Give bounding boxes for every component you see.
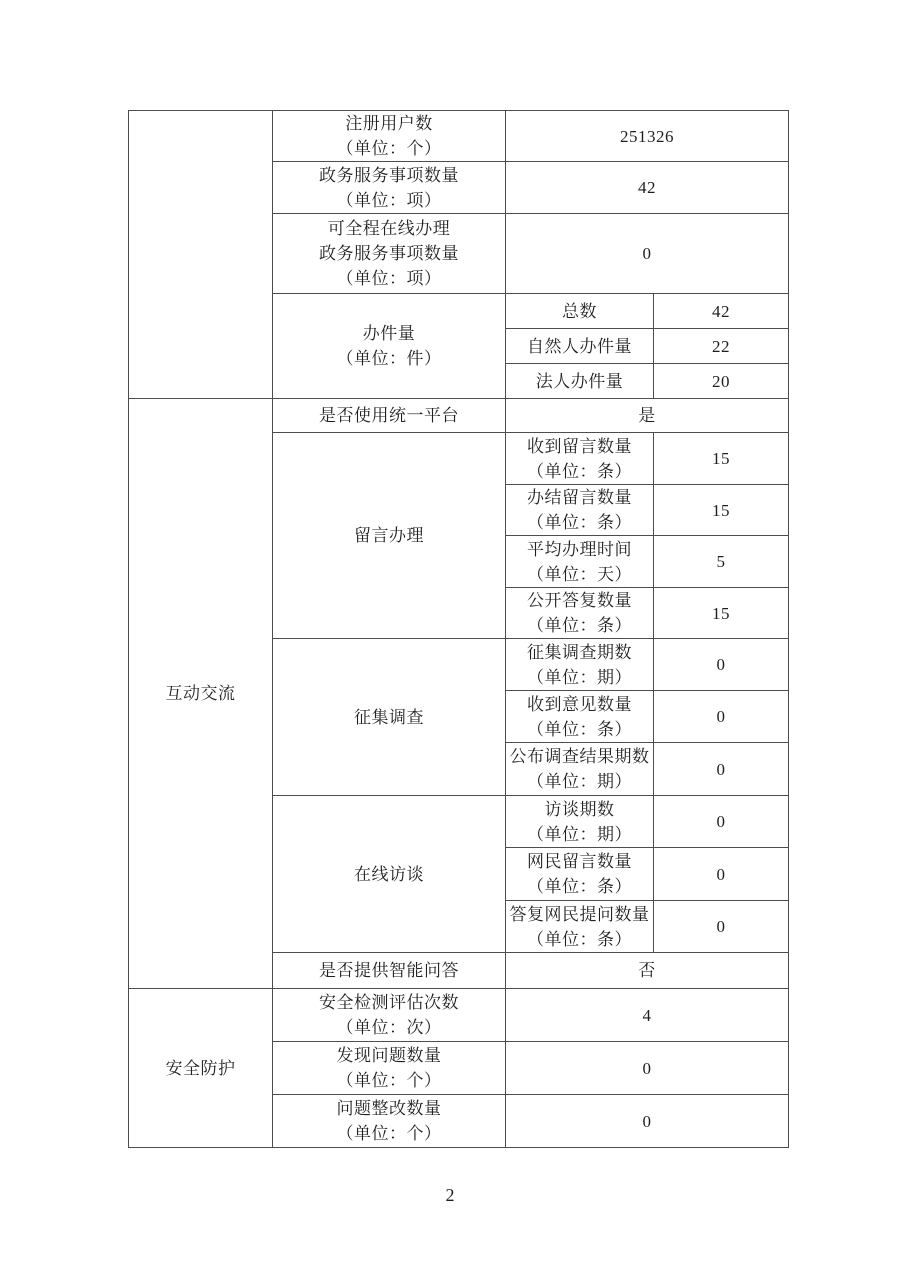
smart-qa-value: 否 bbox=[506, 953, 789, 989]
netizen-messages-label: 网民留言数量 bbox=[527, 852, 632, 871]
public-replies-unit: （单位：条） bbox=[527, 616, 632, 635]
section-interaction-label: 互动交流 bbox=[129, 399, 273, 989]
avg-handling-time-label-cell bbox=[506, 536, 654, 588]
registered-users-unit: （单位：个） bbox=[336, 139, 442, 158]
case-volume-natural-value: 22 bbox=[654, 329, 789, 364]
opinions-received-value: 0 bbox=[654, 691, 789, 743]
service-items-unit: （单位：项） bbox=[336, 190, 442, 210]
opinions-received-unit: （单位：条） bbox=[527, 719, 632, 739]
service-items-value: 42 bbox=[506, 162, 789, 214]
interview-periods-value: 0 bbox=[654, 796, 789, 848]
case-volume-total-label: 总数 bbox=[506, 294, 654, 329]
message-handling-label: 留言办理 bbox=[273, 433, 506, 639]
full-online-items-line1: 可全程在线办理 bbox=[327, 219, 451, 238]
section-service-label-cell bbox=[129, 111, 273, 399]
case-volume-legal-label: 法人办件量 bbox=[506, 364, 654, 399]
security-assessments-unit: （单位：次） bbox=[336, 1018, 442, 1037]
security-assessments-label: 安全检测评估次数 bbox=[319, 993, 459, 1012]
netizen-messages-value: 0 bbox=[654, 848, 789, 901]
section-security-label: 安全防护 bbox=[129, 989, 273, 1148]
survey-periods-label: 征集调查期数 bbox=[527, 642, 632, 662]
service-items-label-cell bbox=[273, 162, 506, 214]
case-volume-label: 办件量 bbox=[362, 324, 416, 343]
full-online-items-unit: （单位：项） bbox=[336, 269, 442, 288]
survey-periods-unit: （单位：期） bbox=[527, 667, 632, 687]
case-volume-label-cell bbox=[273, 294, 506, 399]
messages-received-unit: （单位：条） bbox=[527, 461, 632, 481]
full-online-items-value: 0 bbox=[506, 214, 789, 294]
page-number: 2 bbox=[445, 1185, 455, 1205]
unified-platform-label: 是否使用统一平台 bbox=[273, 399, 506, 433]
case-volume-total-value: 42 bbox=[654, 294, 789, 329]
case-volume-legal-value: 20 bbox=[654, 364, 789, 399]
public-replies-value: 15 bbox=[654, 588, 789, 639]
interview-periods-label-cell bbox=[506, 796, 654, 848]
unified-platform-value: 是 bbox=[506, 399, 789, 433]
netizen-questions-answered-value: 0 bbox=[654, 901, 789, 953]
opinions-received-label-cell bbox=[506, 691, 654, 743]
messages-resolved-value: 15 bbox=[654, 485, 789, 536]
netizen-messages-label-cell bbox=[506, 848, 654, 901]
messages-received-label: 收到留言数量 bbox=[527, 436, 632, 456]
survey-results-unit: （单位：期） bbox=[527, 772, 632, 791]
survey-periods-label-cell bbox=[506, 639, 654, 691]
report-table bbox=[128, 110, 789, 1148]
registered-users-label-cell bbox=[273, 111, 506, 162]
messages-resolved-label-cell bbox=[506, 485, 654, 536]
survey-periods-value: 0 bbox=[654, 639, 789, 691]
problems-rectified-unit: （单位：个） bbox=[336, 1124, 442, 1143]
messages-received-value: 15 bbox=[654, 433, 789, 485]
registered-users-value: 251326 bbox=[506, 111, 789, 162]
netizen-questions-answered-unit: （单位：条） bbox=[527, 929, 632, 949]
security-assessments-value: 4 bbox=[506, 989, 789, 1042]
service-items-label: 政务服务事项数量 bbox=[319, 165, 459, 185]
problems-rectified-label-cell bbox=[273, 1095, 506, 1148]
full-online-items-line2: 政务服务事项数量 bbox=[319, 244, 459, 263]
online-interview-label: 在线访谈 bbox=[273, 796, 506, 953]
interview-periods-label: 访谈期数 bbox=[544, 799, 615, 819]
smart-qa-label: 是否提供智能问答 bbox=[273, 953, 506, 989]
problems-rectified-label: 问题整改数量 bbox=[336, 1099, 442, 1118]
interview-periods-unit: （单位：期） bbox=[527, 824, 632, 844]
problems-found-unit: （单位：个） bbox=[336, 1071, 442, 1090]
survey-results-label: 公布调查结果期数 bbox=[509, 747, 650, 766]
messages-resolved-label: 办结留言数量 bbox=[527, 488, 632, 507]
netizen-messages-unit: （单位：条） bbox=[527, 877, 632, 896]
full-online-items-label-cell bbox=[273, 214, 506, 294]
survey-results-value: 0 bbox=[654, 743, 789, 796]
netizen-questions-answered-label: 答复网民提问数量 bbox=[509, 904, 650, 924]
problems-rectified-value: 0 bbox=[506, 1095, 789, 1148]
survey-results-label-cell bbox=[506, 743, 654, 796]
survey-label: 征集调查 bbox=[273, 639, 506, 796]
problems-found-label: 发现问题数量 bbox=[336, 1046, 442, 1065]
avg-handling-time-value: 5 bbox=[654, 536, 789, 588]
case-volume-natural-label: 自然人办件量 bbox=[506, 329, 654, 364]
messages-resolved-unit: （单位：条） bbox=[527, 513, 632, 532]
security-assessments-label-cell bbox=[273, 989, 506, 1042]
avg-handling-time-unit: （单位：天） bbox=[527, 564, 632, 584]
registered-users-label: 注册用户数 bbox=[345, 114, 433, 133]
problems-found-label-cell bbox=[273, 1042, 506, 1095]
problems-found-value: 0 bbox=[506, 1042, 789, 1095]
avg-handling-time-label: 平均办理时间 bbox=[527, 539, 632, 559]
case-volume-unit: （单位：件） bbox=[336, 349, 442, 368]
netizen-questions-answered-label-cell bbox=[506, 901, 654, 953]
messages-received-label-cell bbox=[506, 433, 654, 485]
public-replies-label-cell bbox=[506, 588, 654, 639]
public-replies-label: 公开答复数量 bbox=[527, 591, 632, 610]
opinions-received-label: 收到意见数量 bbox=[527, 694, 632, 714]
